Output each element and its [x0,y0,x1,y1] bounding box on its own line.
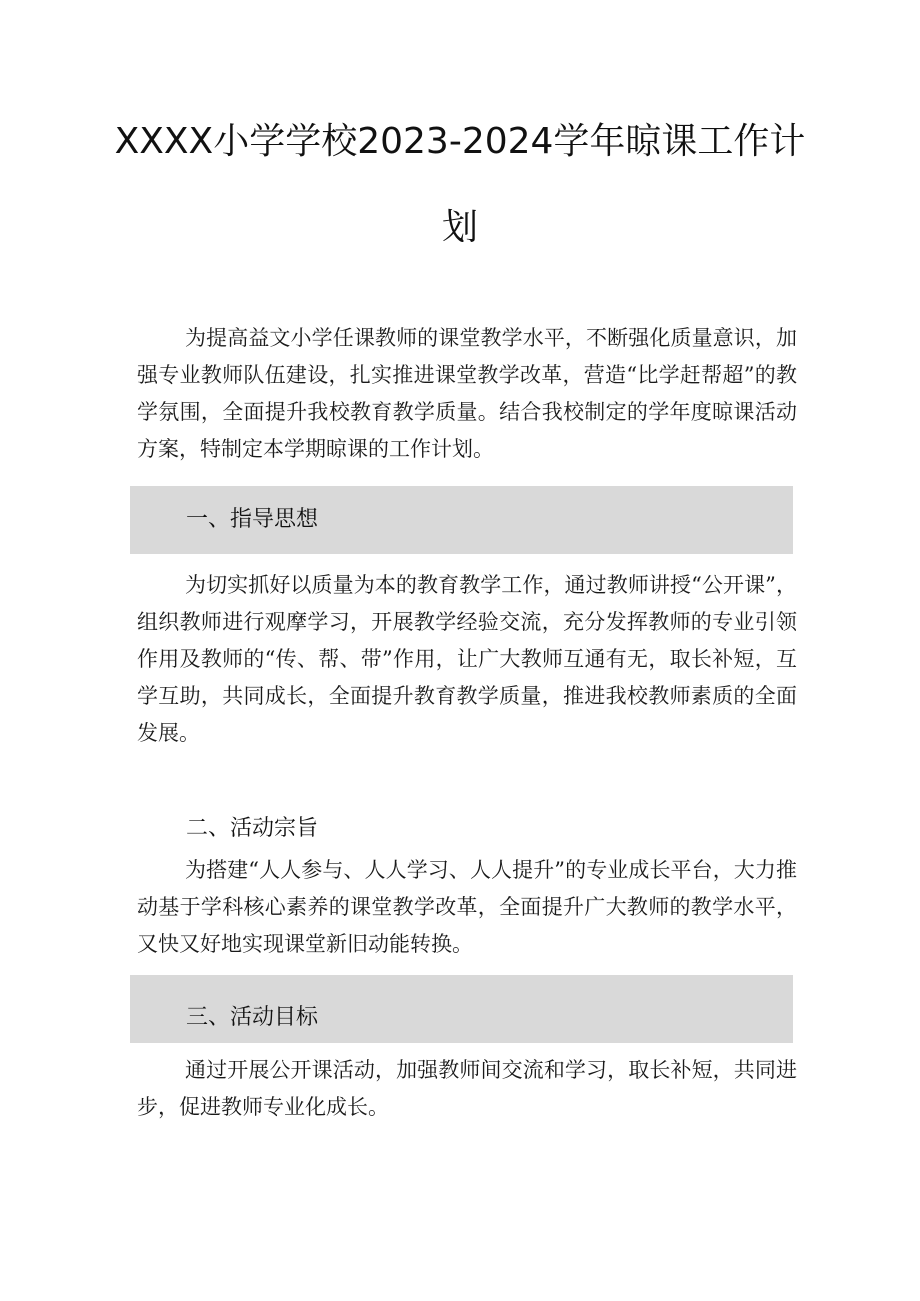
section-2-body: 为搭建“人人参与、人人学习、人人提升”的专业成长平台，大力推动基于学科核心素养的课堂教学改革，全面提升广大教师的教学水平，又快又好地实现课堂新旧动能转换。 [137,858,797,956]
section-3-body: 通过开展公开课活动，加强教师间交流和学习，取长补短，共同进步，促进教师专业化成长。 [137,1058,797,1119]
section-3-heading: 三、活动目标 [186,1005,319,1030]
section-2-heading: 二、活动宗旨 [186,816,319,841]
document-title-line-2: 划 [441,207,478,248]
document-title-line-1: XXXX小学学校2023-2024学年晾课工作计 [114,121,806,162]
section-1-body: 为切实抓好以质量为本的教育教学工作，通过教师讲授“公开课”，组织教师进行观摩学习，开展教学经验交流，充分发挥教师的专业引领作用及教师的“传、帮、带”作用，让广大教师互通有无，取长补短，互学互助，共同成长，全面提升教育教学质量，推进我校教师素质的全面发展。 [137,573,797,745]
section-1-heading: 一、指导思想 [186,507,319,532]
intro-paragraph: 为提高益文小学任课教师的课堂教学水平，不断强化质量意识，加强专业教师队伍建设，扎实推进课堂教学改革，营造“比学赶帮超”的教学氛围，全面提升我校教育教学质量。结合我校制定的学年度晾课活动方案，特制定本学期晾课的工作计划。 [137,326,797,461]
